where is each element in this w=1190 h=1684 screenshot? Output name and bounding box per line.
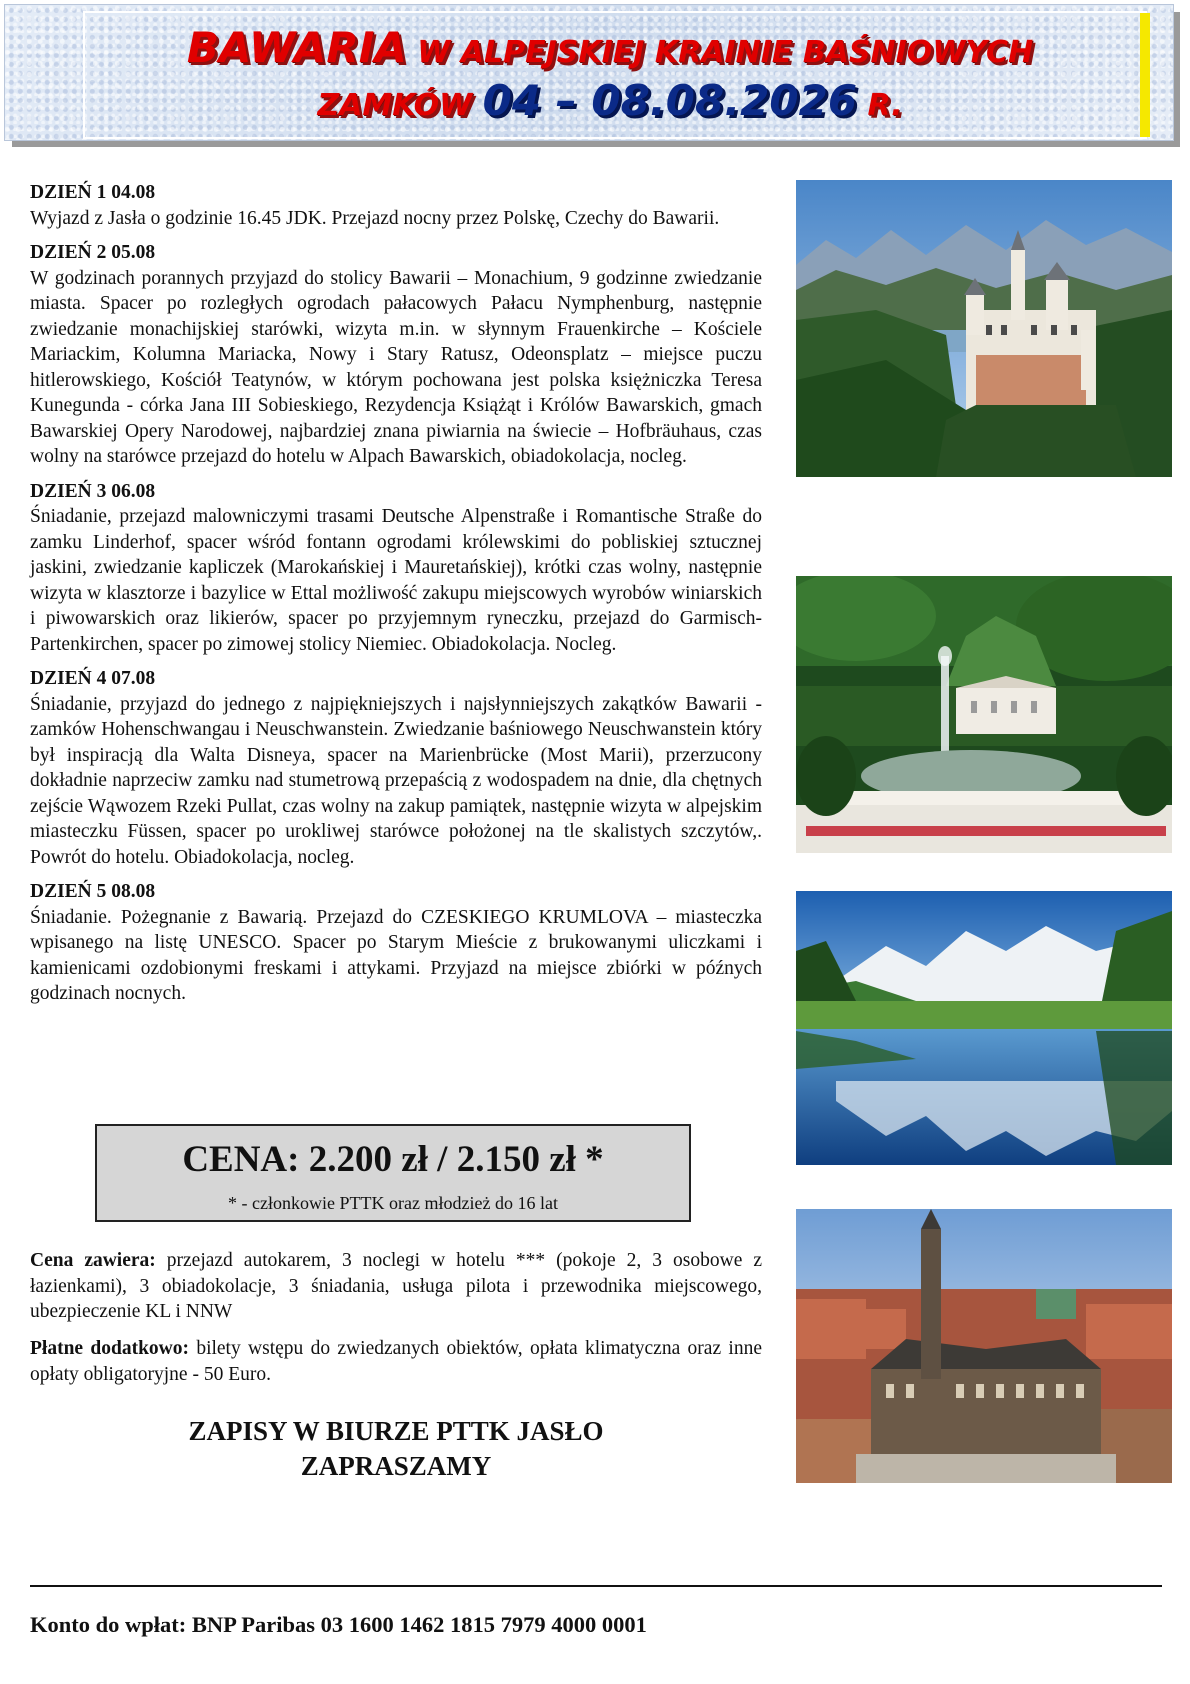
day-section xyxy=(30,879,762,1007)
extra-text: bilety wstępu do zwiedzanych obiektów, opłata klimatyczna oraz inne opłaty obligatoryjne - 50 Euro. xyxy=(30,1338,762,1385)
photo-linderhof-palace xyxy=(796,576,1172,853)
banner-accent-stripe xyxy=(1140,13,1150,137)
photo-neuschwanstein-castle xyxy=(796,180,1172,477)
day-section xyxy=(30,240,762,470)
day-heading: DZIEŃ 4 07.08 xyxy=(30,668,156,689)
includes-label: Cena zawiera: xyxy=(30,1250,156,1271)
page-title xyxy=(80,22,1140,127)
title-bawaria: BAWARIA xyxy=(186,23,407,72)
extra-label: Płatne dodatkowo: xyxy=(30,1338,189,1359)
day-heading: DZIEŃ 1 04.08 xyxy=(30,182,156,203)
day-heading: DZIEŃ 5 08.08 xyxy=(30,881,156,902)
day-description: Wyjazd z Jasła o godzinie 16.45 JDK. Przejazd nocny przez Polskę, Czechy do Bawarii. xyxy=(30,207,720,229)
signup-line-1: ZAPISY W BIURZE PTTK JASŁO xyxy=(188,1416,604,1446)
title-zamkow: ZAMKÓW xyxy=(317,87,483,123)
day-description: Śniadanie, przyjazd do jednego z najpiękniejszych i najsłynniejszych zakątków Bawarii - zamków Hohenschwangau i Neuschwanstein. Zwiedzanie baśniowego Neuschwanstein który był inspiracją dla Walta Disneya, spacer na Marienbrücke (Most Marii), przerzucony dokładnie naprzeciw zamku nad stumetrową przepaścią z wodospadem na dnie, dla chętnych zejście Wąwozem Rzeki Pullat, czas wolny na zakup pamiątek, następnie wizyta w alpejskim miasteczku Füssen, spacer po urokliwej starówce położonej na tle skalistych szczytów,. Powrót do hotelu. Obiadokolacja, nocleg. xyxy=(30,693,762,868)
price-note: * - członkowie PTTK oraz młodzież do 16 lat xyxy=(228,1193,558,1213)
title-subtitle: W ALPEJSKIEJ KRAINIE BAŚNIOWYCH xyxy=(406,35,1034,70)
price-value: CENA: 2.200 zł / 2.150 zł * xyxy=(182,1139,604,1180)
day-description: Śniadanie. Pożegnanie z Bawarią. Przejazd do CZESKIEGO KRUMLOVA – miasteczka wpisanego na listę UNESCO. Spacer po Starym Mieście z brukowanymi uliczkami i kamienicami ozdobionymi freskami i attykami. Przyjazd na miejsce zbiórki w późnych godzinach nocnych. xyxy=(30,906,762,1004)
day-heading: DZIEŃ 2 05.08 xyxy=(30,242,156,263)
bank-account: Konto do wpłat: BNP Paribas 03 1600 1462 1815 7979 4000 0001 xyxy=(30,1612,647,1637)
title-year-suffix: R. xyxy=(857,87,903,123)
photo-munich-town-hall xyxy=(796,1209,1172,1483)
day-section xyxy=(30,479,762,658)
price-box xyxy=(95,1124,691,1222)
signup-info xyxy=(30,1414,762,1484)
itinerary xyxy=(30,180,762,1016)
footer-divider xyxy=(30,1585,1162,1587)
includes-text: przejazd autokarem, 3 noclegi w hotelu *** (pokoje 2, 3 osobowe z łazienkami), 3 obiadokolacje, 3 śniadania, usługa pilota i przewodnika miejscowego, ubezpieczenie KL i NNW xyxy=(30,1250,762,1322)
photo-alpine-lake xyxy=(796,891,1172,1165)
day-description: W godzinach porannych przyjazd do stolicy Bawarii – Monachium, 9 godzinne zwiedzanie miasta. Spacer po rozległych ogrodach pałacowych Pałacu Nymphenburg, następnie zwiedzanie monachijskiej starówki, wizyta m.in. w słynnym Frauenkirche – Kościele Mariackim, Kolumna Mariacka, Nowy i Stary Ratusz, Odeonsplatz – miejsce puczu hitlerowskiego, Kościół Teatynów, w którym pochowana jest polska księżniczka Teresa Kunegunda - córka Jana III Sobieskiego, Rezydencja Książąt i Królów Bawarskich, gmach Bawarskiej Opery Narodowej, najbardziej znana piwiarnia na świecie – Hofbräuhaus, czas wolny na starówce przejazd do hotelu w Alpach Bawarskich, obiadokolacja, nocleg. xyxy=(30,267,762,467)
title-dates: 04 – 08.08.2026 xyxy=(482,75,858,125)
day-section xyxy=(30,180,762,231)
price-includes xyxy=(30,1248,762,1325)
signup-line-2: ZAPRASZAMY xyxy=(300,1451,492,1481)
day-heading: DZIEŃ 3 06.08 xyxy=(30,480,156,502)
day-description: Śniadanie, przejazd malowniczymi trasami Deutsche Alpenstraße i Romantische Straße do zamku Linderhof, spacer wśród fontann ogrodami królewskimi do pobliskiej sztucznej jaskini, zwiedzanie kapliczek (Marokańskiej i Mauretańskiej), krótki czas wolny, następnie wizyta w klasztorze i bazylice w Ettal możliwość zakupu miejscowych wyrobów winiarskich i piwowarskich oraz likierów, spacer po przyjemnym ryneczku, przejazd do Garmisch-Partenkirchen, spacer po zimowej stolicy Niemiec. Obiadokolacja. Nocleg. xyxy=(30,506,762,655)
extra-costs xyxy=(30,1336,762,1387)
day-section xyxy=(30,666,762,870)
